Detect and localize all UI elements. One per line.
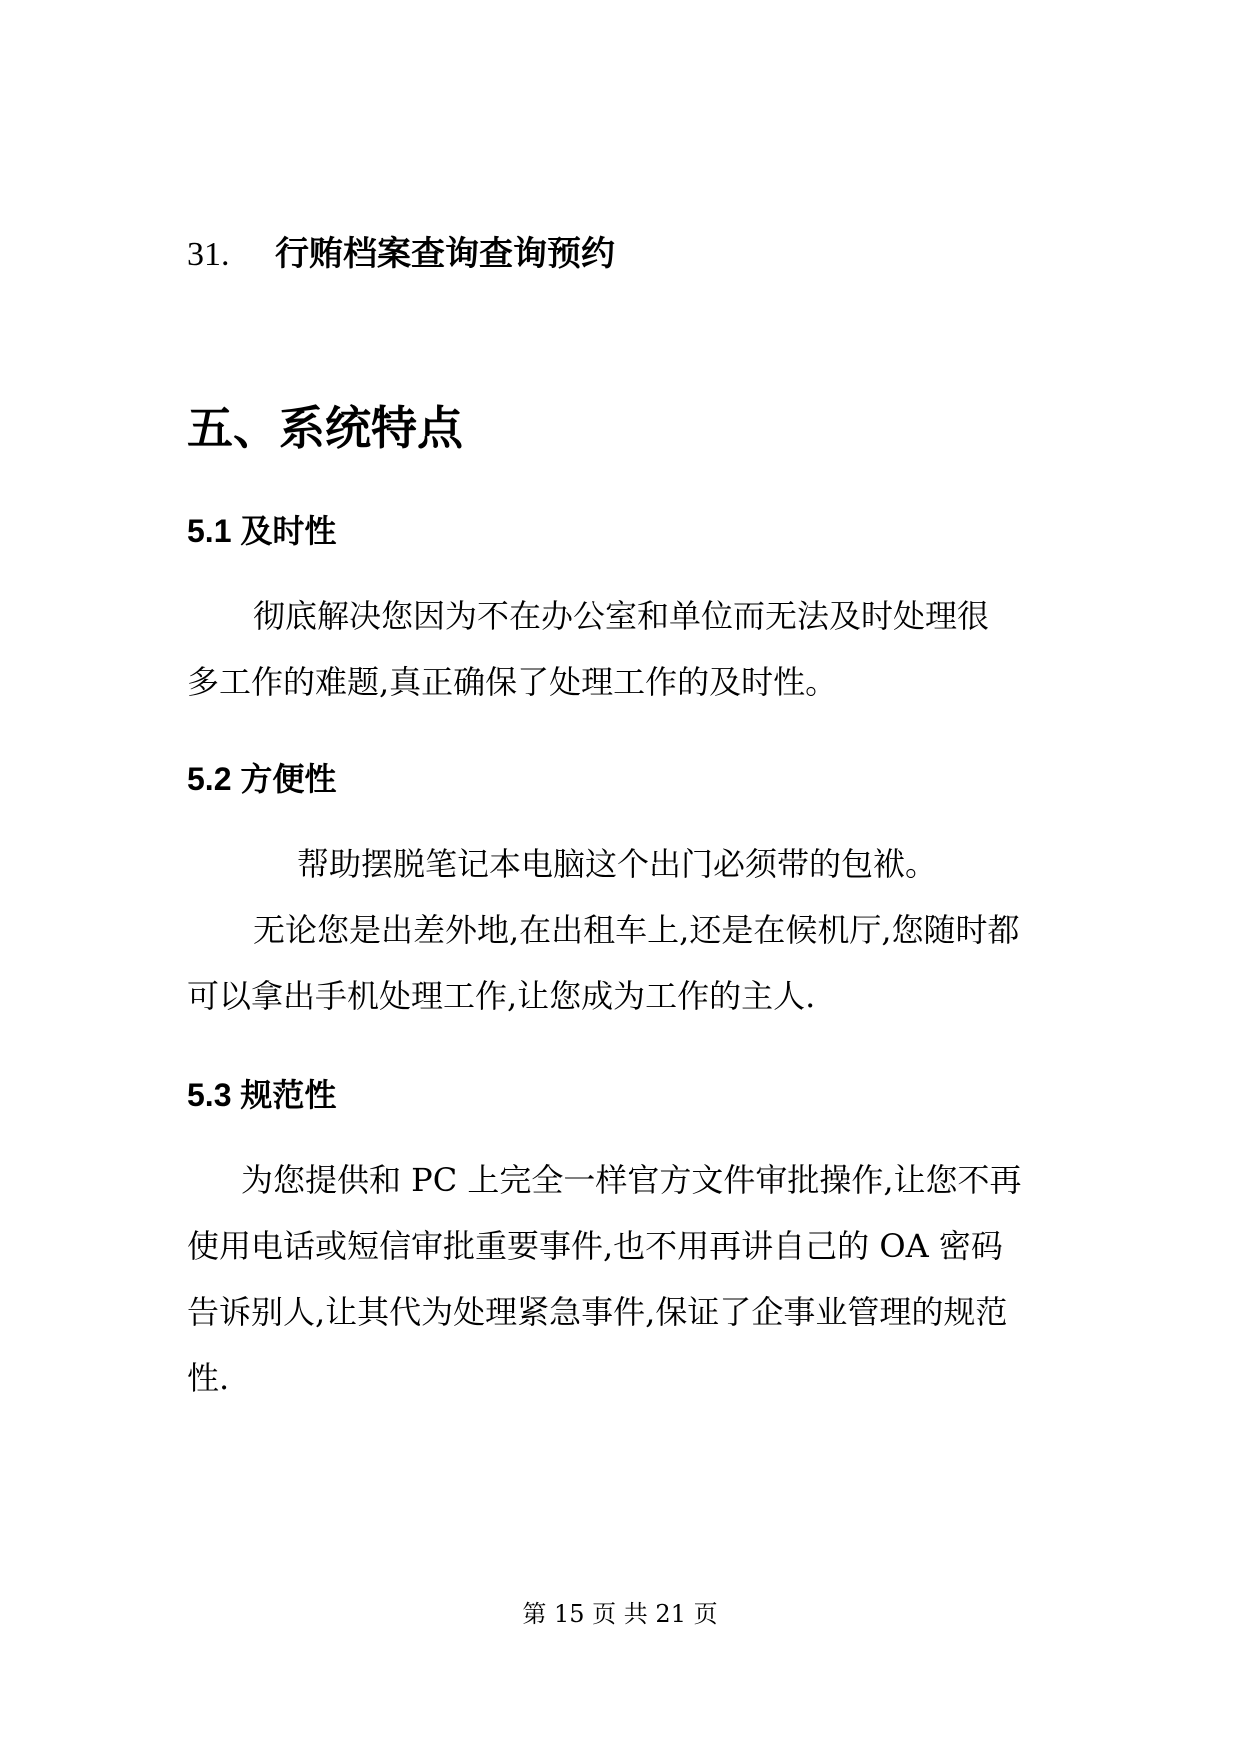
page-footer: 第 15 页 共 21 页	[522, 1600, 718, 1628]
section-heading-5-3: 5.3 规范性	[187, 1077, 337, 1113]
chapter-title: 五、系统特点	[187, 401, 463, 455]
item-title: 行贿档案查询查询预约	[275, 234, 615, 274]
section-heading-5-2: 5.2 方便性	[187, 761, 337, 797]
list-item-31	[187, 226, 615, 275]
paragraph-line: 可以拿出手机处理工作,让您成为工作的主人.	[187, 977, 816, 1015]
paragraph-line: 无论您是出差外地,在出租车上,还是在候机厅,您随时都	[253, 911, 1020, 949]
section-heading-5-1: 5.1 及时性	[187, 513, 337, 549]
paragraph-line: 多工作的难题,真正确保了处理工作的及时性。	[187, 663, 838, 701]
paragraph-line: 性.	[187, 1359, 230, 1397]
paragraph-line: 告诉别人,让其代为处理紧急事件,保证了企事业管理的规范	[187, 1293, 1008, 1331]
paragraph-line: 彻底解决您因为不在办公室和单位而无法及时处理很	[253, 597, 990, 635]
paragraph-line: 使用电话或短信审批重要事件,也不用再讲自己的 OA 密码	[187, 1227, 1003, 1265]
paragraph-line: 帮助摆脱笔记本电脑这个出门必须带的包袱。	[297, 845, 938, 883]
paragraph-line: 为您提供和 PC 上完全一样官方文件审批操作,让您不再	[241, 1161, 1022, 1199]
item-number: 31.	[187, 236, 230, 273]
